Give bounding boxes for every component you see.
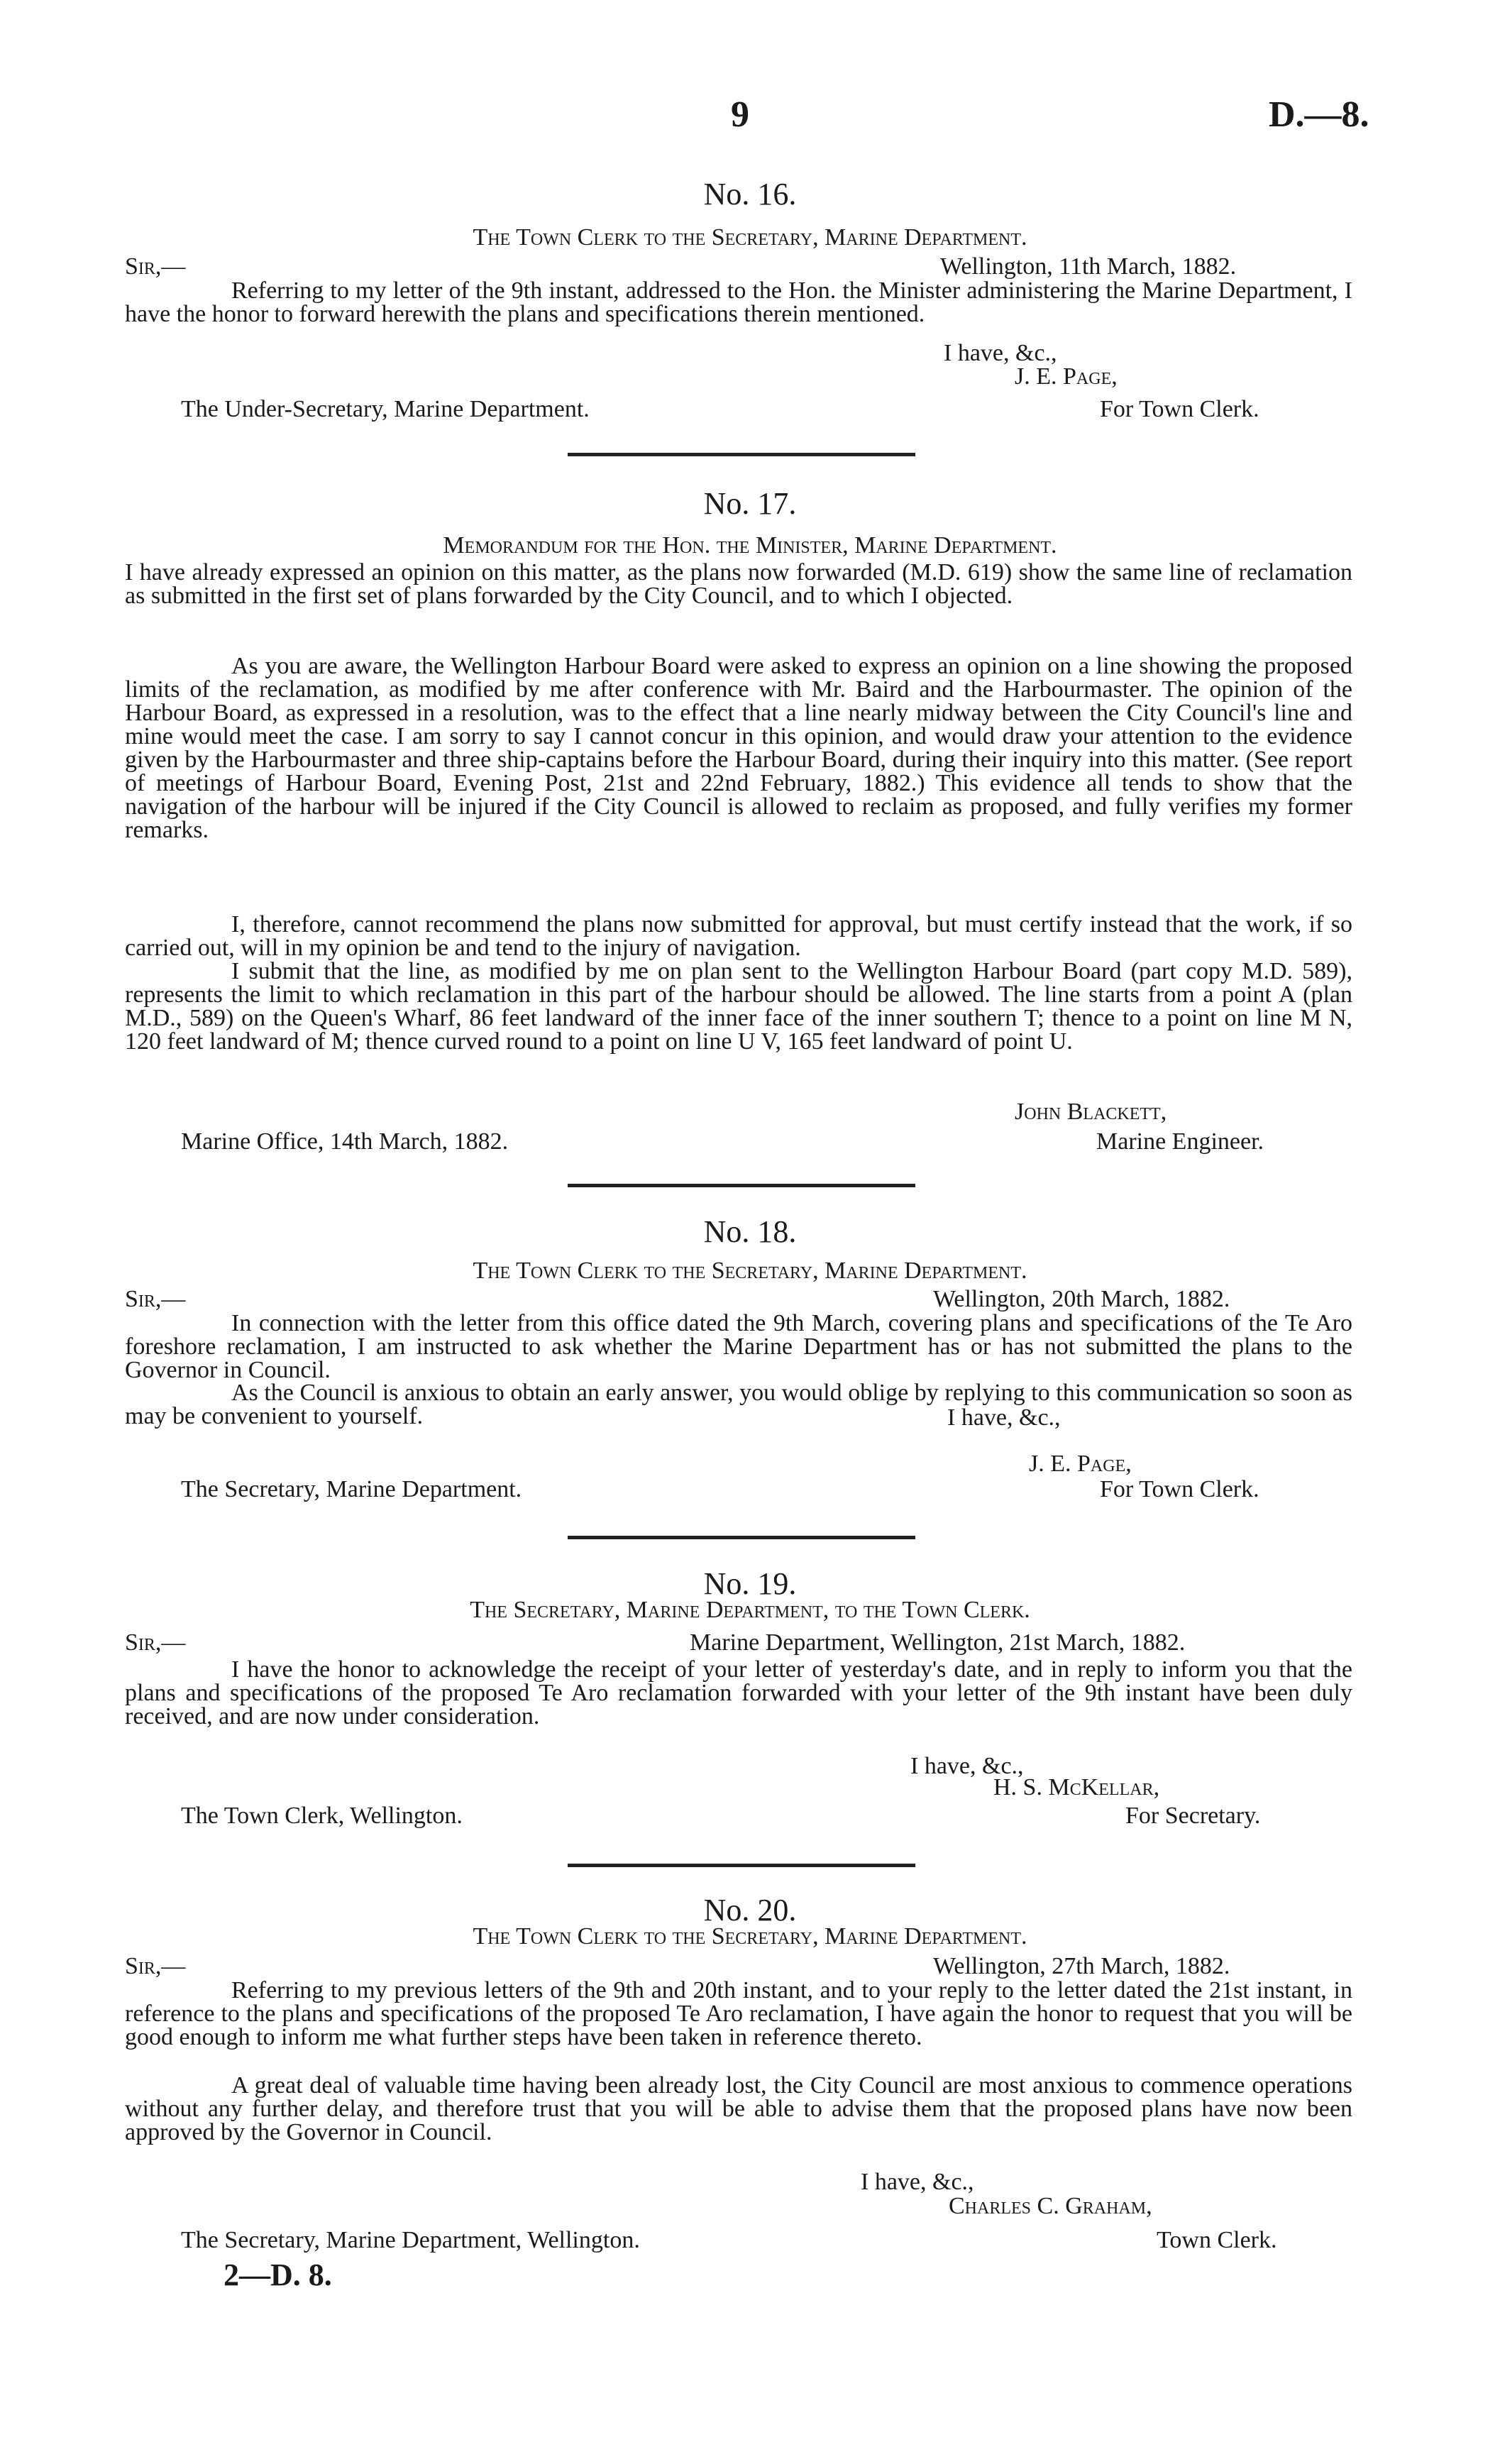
letter-20-heading: The Town Clerk to the Secretary, Marine Department. bbox=[473, 1923, 1027, 1949]
letter-19-salutation: Sir,— bbox=[125, 1629, 186, 1656]
letter-17-place-date: Marine Office, 14th March, 1882. bbox=[181, 1128, 509, 1155]
letter-17-paragraph-3: I, therefore, cannot recommend the plans now submitted for approval, but must certify instead that the work, if so carried out, will in my opinion be and tend to the injury of navigation. bbox=[125, 911, 1352, 961]
letter-19-role: For Secretary. bbox=[1125, 1803, 1261, 1829]
section-divider bbox=[568, 1184, 915, 1187]
letter-19-addressee: The Town Clerk, Wellington. bbox=[181, 1803, 463, 1829]
letter-16-paragraph: Referring to my letter of the 9th instant, addressed to the Hon. the Minister administering the Marine Department, I have the honor to forward herewith the plans and specifications therein mentioned. bbox=[125, 277, 1352, 327]
letter-17-paragraph-1: I have already expressed an opinion on this matter, as the plans now forwarded (M.D. 619) show the same line of reclamation as submitted in the first set of plans forwarded by the City Council, and to which I objected. bbox=[125, 559, 1352, 609]
letter-17-role: Marine Engineer. bbox=[1096, 1128, 1264, 1155]
letter-20-number: No. 20. bbox=[703, 1893, 797, 1927]
letter-20-signer: Charles C. Graham, bbox=[949, 2193, 1152, 2219]
letter-19-signer: H. S. McKellar, bbox=[993, 1774, 1160, 1800]
letter-16-dateline: Wellington, 11th March, 1882. bbox=[940, 253, 1237, 280]
letter-18-dateline: Wellington, 20th March, 1882. bbox=[933, 1286, 1230, 1312]
letter-17-heading: Memorandum for the Hon. the Minister, Marine Department. bbox=[443, 532, 1057, 559]
letter-16-number: No. 16. bbox=[703, 177, 797, 211]
letter-18-paragraph-1: In connection with the letter from this office dated the 9th March, covering plans and specifications of the Te Aro foreshore reclamation, I am instructed to ask whether the Marine Department has or has not submitted the plans to the Governor in Council. bbox=[125, 1310, 1352, 1383]
page-number: 9 bbox=[731, 94, 749, 135]
letter-18-closing: I have, &c., bbox=[947, 1404, 1061, 1431]
letter-18-role: For Town Clerk. bbox=[1100, 1476, 1259, 1502]
letter-19-heading: The Secretary, Marine Department, to the Town Clerk. bbox=[470, 1597, 1030, 1623]
letter-17-paragraph-2: As you are aware, the Wellington Harbour Board were asked to express an opinion on a line showing the proposed limits of the reclamation, as modified by me after conference with Mr. Baird and the Harbourmaster. The opinion of the Harbour Board, as expressed in a resolution, was to the effect that a line nearly midway between the City Council's line and mine would meet the case. I am sorry to say I cannot concur in this opinion, and would draw your attention to the evidence given by the Harbourmaster and three ship-captains before the Harbour Board, during their inquiry into this matter. (See report of meetings of Harbour Board, Evening Post, 21st and 22nd February, 1882.) This evidence all tends to show that the navigation of the harbour will be injured if the City Council is allowed to reclaim as proposed, and fully verifies my former remarks. bbox=[125, 653, 1352, 843]
section-divider bbox=[568, 1536, 915, 1539]
letter-17-paragraph-4: I submit that the line, as modified by me on plan sent to the Wellington Harbour Board (part copy M.D. 589), represents the limit to which reclamation in this part of the harbour should be allowed. The line starts from a point A (plan M.D., 589) on the Queen's Wharf, 86 feet landward of the inner face of the inner southern T; thence to a point on line M N, 120 feet landward of M; thence curved round to a point on line U V, 165 feet landward of point U. bbox=[125, 958, 1352, 1055]
letter-16-salutation: Sir,— bbox=[125, 253, 186, 280]
letter-16-role: For Town Clerk. bbox=[1100, 396, 1259, 422]
letter-18-addressee: The Secretary, Marine Department. bbox=[181, 1476, 522, 1502]
letter-20-role: Town Clerk. bbox=[1157, 2227, 1277, 2253]
letter-18-number: No. 18. bbox=[703, 1214, 797, 1249]
letter-17-signer: John Blackett, bbox=[1015, 1099, 1167, 1125]
letter-20-closing: I have, &c., bbox=[861, 2169, 974, 2195]
letter-18-heading: The Town Clerk to the Secretary, Marine Department. bbox=[473, 1258, 1027, 1284]
letter-16-heading: The Town Clerk to the Secretary, Marine Department. bbox=[473, 224, 1027, 251]
letter-20-dateline: Wellington, 27th March, 1882. bbox=[933, 1953, 1230, 1979]
letter-18-paragraph-2: As the Council is anxious to obtain an early answer, you would oblige by replying to this communication so soon as may be convenient to yourself. bbox=[125, 1380, 1352, 1429]
document-code: D.—8. bbox=[1269, 94, 1369, 135]
letter-16-signer: J. E. Page, bbox=[1015, 363, 1118, 390]
letter-16-closing: I have, &c., bbox=[944, 340, 1057, 366]
letter-20-paragraph-2: A great deal of valuable time having been already lost, the City Council are most anxious to commence operations without any further delay, and therefore trust that you will be able to advise them that the proposed plans have now been approved by the Governor in Council. bbox=[125, 2072, 1352, 2145]
letter-17-number: No. 17. bbox=[703, 486, 797, 521]
letter-20-salutation: Sir,— bbox=[125, 1953, 186, 1979]
signature-mark: 2—D. 8. bbox=[224, 2257, 332, 2292]
letter-19-number: No. 19. bbox=[703, 1566, 797, 1601]
letter-19-paragraph: I have the honor to acknowledge the receipt of your letter of yesterday's date, and in reply to inform you that the plans and specifications of the proposed Te Aro reclamation forwarded with your letter of the 9th instant have been duly received, and are now under consideration. bbox=[125, 1656, 1352, 1729]
letter-18-signer: J. E. Page, bbox=[1029, 1451, 1132, 1477]
letter-20-addressee: The Secretary, Marine Department, Wellington. bbox=[181, 2227, 640, 2253]
section-divider bbox=[568, 453, 915, 456]
letter-16-addressee: The Under-Secretary, Marine Department. bbox=[181, 396, 590, 422]
letter-20-paragraph-1: Referring to my previous letters of the 9th and 20th instant, and to your reply to the letter dated the 21st instant, in reference to the plans and specifications of the proposed Te Aro reclamation, I have again the honor to request that you will be good enough to inform me what further steps have been taken in reference thereto. bbox=[125, 1977, 1352, 2050]
letter-19-dateline: Marine Department, Wellington, 21st March, 1882. bbox=[690, 1629, 1186, 1656]
letter-18-salutation: Sir,— bbox=[125, 1286, 186, 1312]
letter-19-closing: I have, &c., bbox=[910, 1753, 1024, 1779]
section-divider bbox=[568, 1864, 915, 1867]
